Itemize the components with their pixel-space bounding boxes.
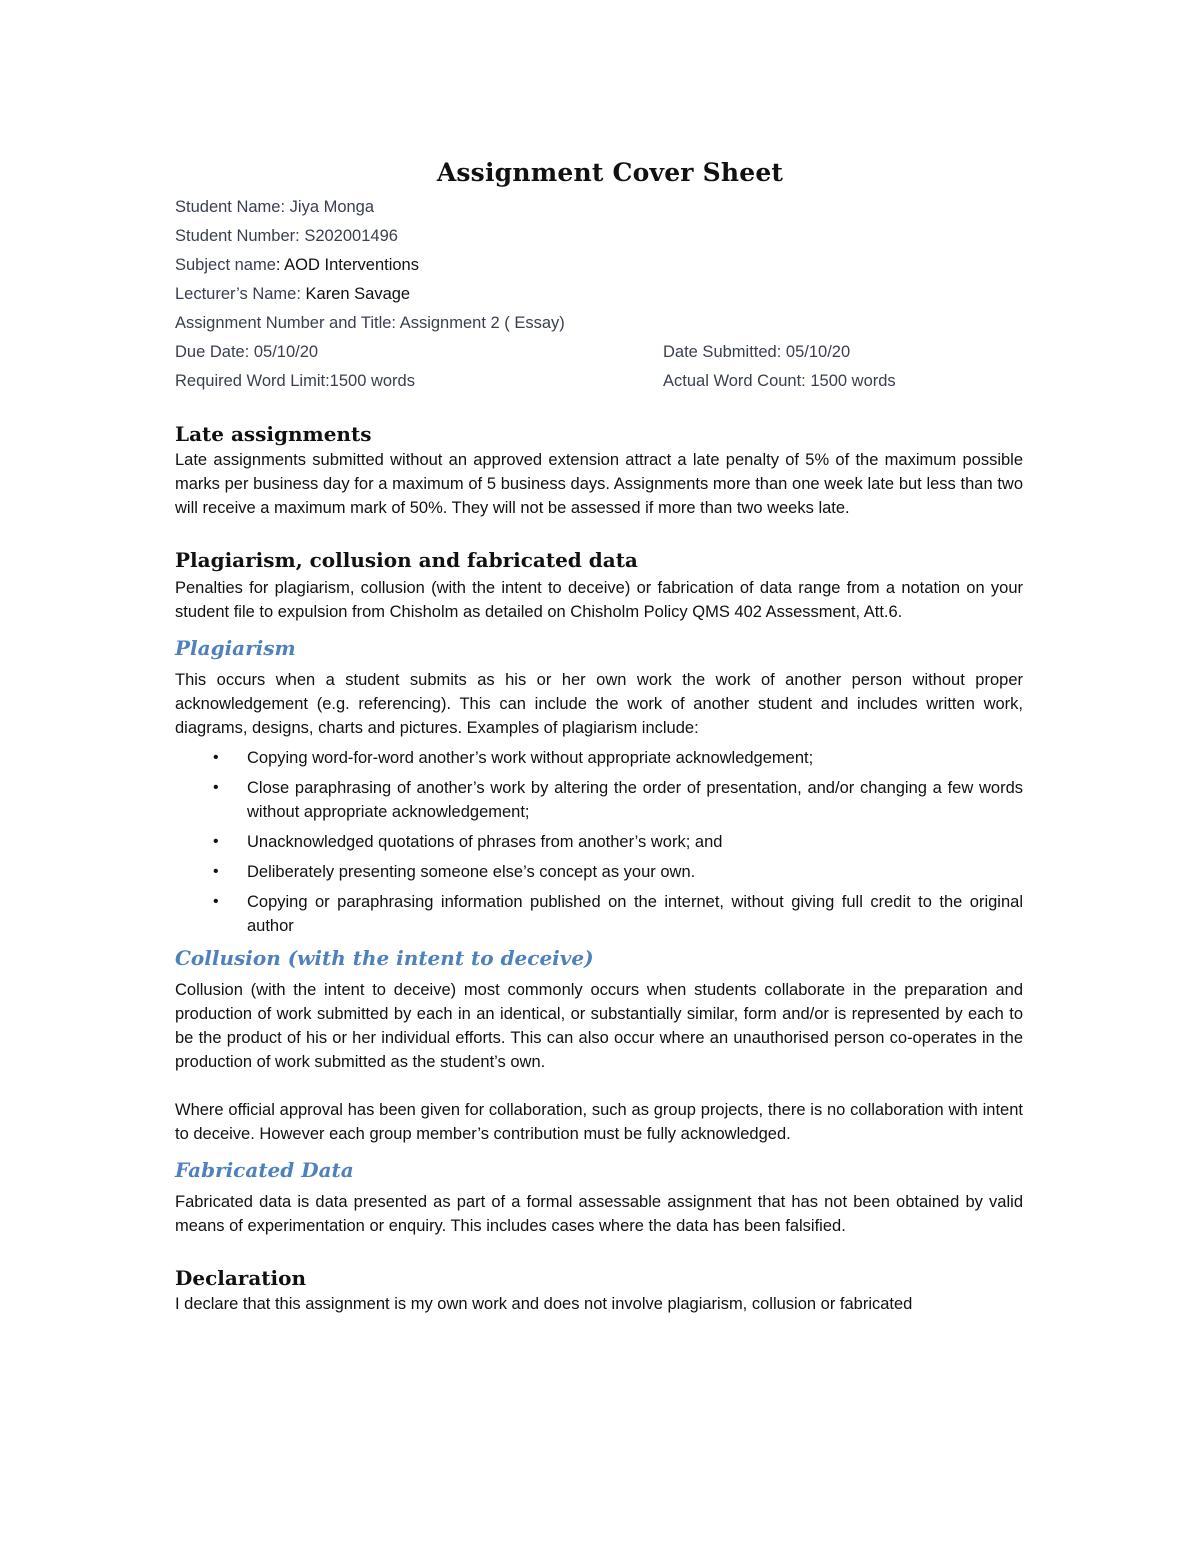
- declaration-text: I declare that this assignment is my own work and does not involve plagiarism, collusion or fabricated: [175, 1295, 913, 1313]
- document-page: [175, 158, 1023, 1316]
- document-title: Assignment Cover Sheet: [436, 158, 784, 187]
- due-date-value: 05/10/20: [253, 343, 319, 361]
- word-count-label: Actual Word Count:: [663, 372, 811, 390]
- plagiarism-examples-list: [175, 746, 1023, 938]
- list-item-text: Close paraphrasing of another’s work by altering the order of presentation, and/or changing a few words without appropriate acknowledgement;: [247, 779, 1023, 821]
- due-date-label: Due Date:: [175, 343, 254, 361]
- late-assignments-text: Late assignments submitted without an approved extension attract a late penalty of 5% of the maximum possible marks per business day for a maximum of 5 business days. Assignments more than one week late but less than two will receive a maximum mark of 50%. They will not be assessed if more than two weeks late.: [175, 451, 1023, 517]
- subject-name-label: Subject name: [175, 256, 276, 274]
- list-item: [175, 890, 1023, 938]
- list-item: [175, 830, 1023, 854]
- date-submitted-label: Date Submitted:: [663, 343, 786, 361]
- student-number-label: Student Number:: [175, 227, 305, 245]
- student-name-label: Student Name:: [175, 198, 290, 216]
- assignment-label: Assignment Number and Title:: [175, 314, 400, 332]
- list-item: [175, 746, 1023, 770]
- plagiarism-text: This occurs when a student submits as his or her own work the work of another person without proper acknowledgement (e.g. referencing). This can include the work of another student and includes written work, diagrams, designs, charts and pictures. Examples of plagiarism include:: [175, 671, 1023, 737]
- assignment-line: [175, 309, 1023, 338]
- lecturer-name-value: Karen Savage: [305, 285, 411, 303]
- list-item-text: Deliberately presenting someone else’s concept as your own.: [247, 863, 696, 881]
- collusion-approval-text: Where official approval has been given for collaboration, such as group projects, there is no collaboration with intent to deceive. However each group member’s contribution must be fully acknowledged.: [175, 1101, 1023, 1143]
- plagiarism-collusion-heading: Plagiarism, collusion and fabricated data: [175, 548, 638, 572]
- student-name-line: [175, 193, 1023, 222]
- plagiarism-heading: Plagiarism: [175, 636, 296, 660]
- word-limit-value: 1500 words: [329, 372, 415, 390]
- word-count-value: 1500 words: [810, 372, 896, 390]
- fabricated-data-heading: Fabricated Data: [175, 1158, 354, 1182]
- late-assignments-heading: Late assignments: [175, 422, 372, 446]
- word-count-line: [175, 367, 1023, 396]
- bullet-icon: •: [213, 779, 219, 796]
- bullet-icon: •: [213, 863, 219, 880]
- word-limit-label: Required Word Limit:: [175, 372, 330, 390]
- lecturer-name-label: Lecturer’s Name:: [175, 285, 306, 303]
- declaration-heading: Declaration: [175, 1266, 307, 1290]
- student-number-value: S202001496: [304, 227, 398, 245]
- date-submitted: [663, 338, 850, 367]
- bullet-icon: •: [213, 893, 219, 910]
- list-item-text: Copying or paraphrasing information published on the internet, without giving full credit to the original author: [247, 893, 1023, 935]
- subject-name-line: [175, 251, 1023, 280]
- list-item: [175, 860, 1023, 884]
- bullet-icon: •: [213, 749, 219, 766]
- lecturer-name-line: [175, 280, 1023, 309]
- list-item: [175, 776, 1023, 824]
- plagiarism-collusion-text: Penalties for plagiarism, collusion (with the intent to deceive) or fabrication of data range from a notation on your student file to expulsion from Chisholm as detailed on Chisholm Policy QMS 402 Assessment, Att.6.: [175, 579, 1023, 621]
- collusion-heading: Collusion (with the intent to deceive): [175, 946, 594, 970]
- date-submitted-value: 05/10/20: [785, 343, 851, 361]
- subject-name-value: : AOD Interventions: [275, 256, 419, 274]
- student-number-line: [175, 222, 1023, 251]
- collusion-text: Collusion (with the intent to deceive) most commonly occurs when students collaborate in the preparation and production of work submitted by each in an identical, or substantially similar, form and/or is represented by each to be the product of his or her individual efforts. This can also occur where an unauthorised person co-operates in the production of work submitted as the student’s own.: [175, 981, 1023, 1071]
- word-count: [663, 367, 896, 396]
- fabricated-data-text: Fabricated data is data presented as part of a formal assessable assignment that has not been obtained by valid means of experimentation or enquiry. This includes cases where the data has been falsified.: [175, 1193, 1023, 1235]
- bullet-icon: •: [213, 833, 219, 850]
- dates-line: [175, 338, 1023, 367]
- assignment-value: Assignment 2 ( Essay): [399, 314, 565, 332]
- list-item-text: Unacknowledged quotations of phrases from another’s work; and: [247, 833, 723, 851]
- list-item-text: Copying word-for-word another’s work without appropriate acknowledgement;: [247, 749, 814, 767]
- student-name-value: Jiya Monga: [289, 198, 375, 216]
